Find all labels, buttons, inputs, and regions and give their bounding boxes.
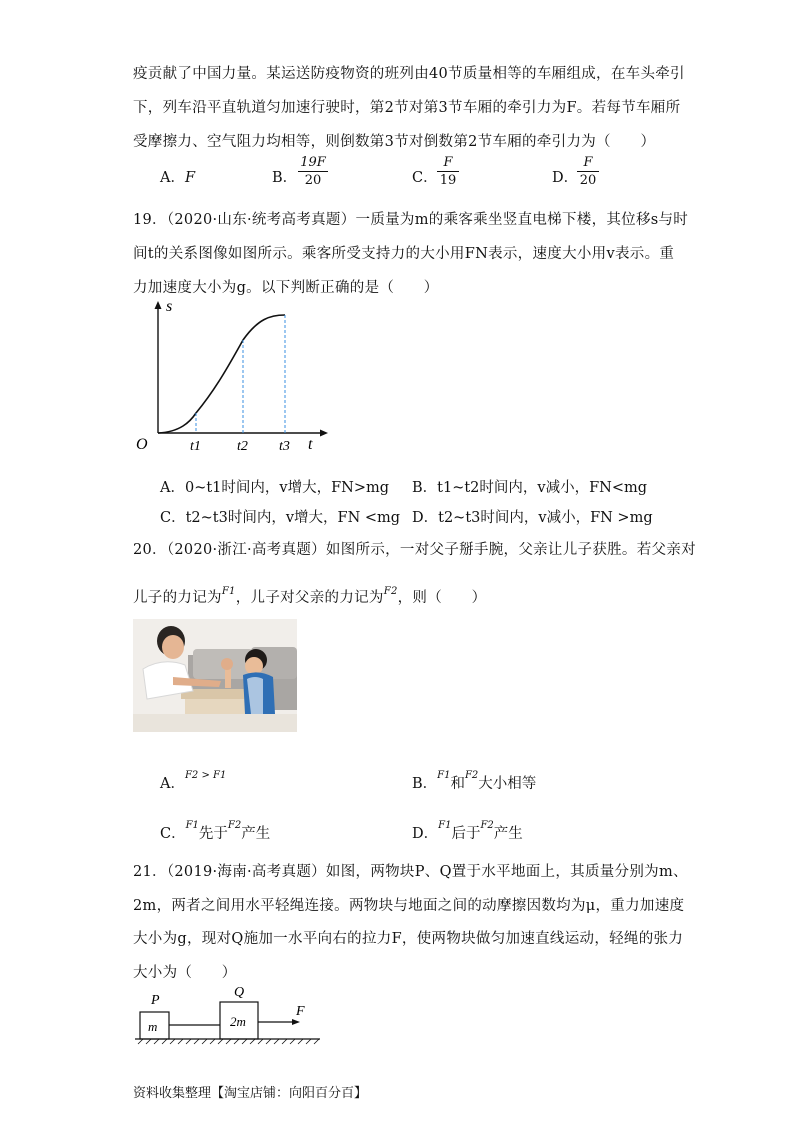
q20-f1-symbol: F1 [221,586,236,597]
q20-line-2-part-3: ，则（ ） [397,590,487,606]
q20-line-2-part-2: ，儿子对父亲的力记为 [235,590,384,606]
q19-position-time-graph [130,295,340,455]
q18-option-d-numerator: F [583,155,593,170]
q20-option-b-end: 大小相等 [478,776,537,792]
q18-option-d[interactable] [552,166,578,187]
q20-option-d-end: 产生 [493,826,523,842]
q18-line-3: 受摩擦力、空气阻力均相等，则倒数第3节对倒数第2节车厢的牵引力为（ ） [133,134,656,150]
q20-option-c-f2: F2 [227,820,242,831]
q18-option-b-denominator: 20 [304,173,322,188]
q18-line-2: 下，列车沿平直轨道匀加速行驶时，第2节对第3节车厢的牵引力为F。若每节车厢所 [133,100,681,116]
q20-option-c[interactable] [160,822,270,843]
q20-option-b-f1: F1 [437,770,451,781]
q19-option-b[interactable]: B．t1~t2时间内，v减小，FN<mg [412,480,648,496]
q18-option-d-denominator: 20 [579,173,597,188]
q18-option-c[interactable] [412,166,438,187]
x-axis-arrow-icon [320,430,328,437]
q20-option-a-label: A． [160,776,185,792]
q20-option-d[interactable] [412,822,523,843]
q19-option-c[interactable]: C．t2~t3时间内，v增大，FN <mg [160,510,401,526]
q20-line-2-part-1: 儿子的力记为 [133,590,222,606]
q20-option-b[interactable] [412,772,536,793]
q21-line-4: 大小为（ ） [133,965,237,981]
q18-option-b-label: B． [272,170,298,186]
q18-line-1: 疫贡献了中国力量。某运送防疫物资的班列由40节质量相等的车厢组成，在车头牵引 [133,66,685,82]
q18-option-a-label: A． [160,170,185,186]
q20-option-a-expression: F2 > F1 [184,770,227,781]
origin-label: O [136,436,148,453]
fraction-bar [298,171,328,172]
q18-option-b-fraction [298,155,328,188]
q18-option-d-label: D． [552,170,579,186]
q18-option-a-value: F [184,170,196,186]
x-axis-label: t [308,436,313,453]
q20-option-c-end: 产生 [241,826,271,842]
y-axis-arrow-icon [155,301,162,309]
label-p: P [151,993,160,1008]
q21-line-2: 2m，两者之间用水平轻绳连接。两物块与地面之间的动摩擦因数均为μ，重力加速度 [133,898,685,914]
q18-option-c-denominator: 19 [439,173,457,188]
q20-option-b-mid: 和 [450,776,465,792]
q18-option-d-fraction [577,155,599,188]
q18-option-c-fraction [437,155,459,188]
q18-option-c-numerator: F [443,155,453,170]
q19-line-2: 间t的关系图像如图所示。乘客所受支持力的大小用FN表示，速度大小用v表示。重 [133,246,675,262]
fraction-bar [577,171,599,172]
label-q: Q [234,985,245,1000]
q20-option-b-label: B． [412,776,438,792]
t1-label: t1 [190,439,201,454]
q20-option-c-mid: 先于 [198,826,228,842]
force-f-label: F [296,1004,305,1019]
mass-q-label: 2m [230,1014,246,1029]
q19-line-3: 力加速度大小为g。以下判断正确的是（ ） [133,280,439,296]
page-footer: 资料收集整理【淘宝店铺：向阳百分百】 [133,1086,368,1101]
t3-label: t3 [279,439,290,454]
q18-option-a[interactable] [160,166,195,187]
q21-line-3: 大小为g，现对Q施加一水平向右的拉力F，使两物块做匀加速直线运动，轻绳的张力 [133,931,684,947]
q20-line-1: 20．（2020·浙江·高考真题）如图所示，一对父子掰手腕，父亲让儿子获胜。若父亲对 [133,542,696,558]
s-t-curve [158,315,285,433]
t2-label: t2 [237,439,248,454]
q20-f2-symbol: F2 [383,586,398,597]
q18-option-b-numerator: 19F [300,155,326,170]
fraction-bar [437,171,459,172]
force-f-arrow-icon [292,1019,300,1025]
q20-option-a[interactable] [160,772,226,793]
q19-line-1: 19．（2020·山东·统考高考真题）一质量为m的乘客乘坐竖直电梯下楼，其位移s与时 [133,212,689,228]
q20-option-c-label: C． [160,826,186,842]
q18-option-b[interactable] [272,166,297,187]
q20-option-c-f1: F1 [185,820,199,831]
q20-option-d-f2: F2 [480,820,494,831]
mass-p-label: m [148,1019,158,1034]
q19-option-d[interactable]: D．t2~t3时间内，v减小，FN >mg [412,510,653,526]
q20-option-d-label: D． [412,826,439,842]
arm-wrestling-photo [133,619,297,732]
y-axis-label: s [166,298,173,315]
q20-option-b-f2: F2 [464,770,479,781]
q21-line-1: 21．（2019·海南·高考真题）如图，两物块P、Q置于水平地面上，其质量分别为m、 [133,864,688,880]
q20-option-d-f1: F1 [438,820,452,831]
q20-option-d-mid: 后于 [451,826,481,842]
q18-option-c-label: C． [412,170,438,186]
q20-line-2 [133,586,486,607]
q19-option-a[interactable]: A．0~t1时间内，v增大，FN>mg [160,480,390,496]
ground-hatching [138,1039,319,1044]
q21-blocks-figure [130,982,325,1052]
